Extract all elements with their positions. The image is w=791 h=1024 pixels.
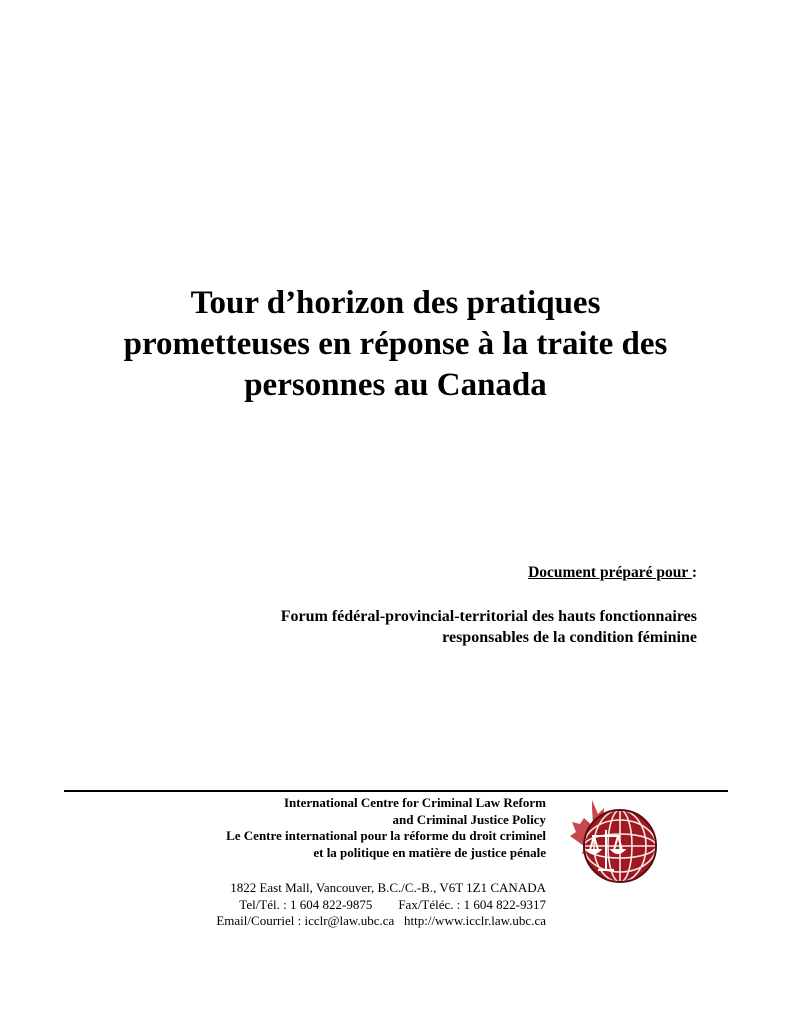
organization-name: [226, 795, 546, 861]
footer-divider: [64, 790, 728, 792]
org-line-3: Le Centre international pour la réforme du droit criminel: [226, 828, 546, 843]
icclr-logo-icon: [562, 796, 658, 892]
org-line-1: International Centre for Criminal Law Reform: [283, 795, 546, 810]
recipient-line-2: responsables de la condition féminine: [442, 629, 697, 646]
org-line-4: et la politique en matière de justice pénale: [313, 844, 546, 860]
title-line-3: personnes au Canada: [244, 367, 547, 403]
contact-phone-fax: Tel/Tél. : 1 604 822-9875 Fax/Téléc. : 1 604 822-9317: [239, 896, 546, 912]
prepared-for-text: Document préparé pour: [528, 564, 692, 581]
contact-info: [216, 880, 546, 930]
recipient-block: [281, 606, 697, 648]
prepared-for-colon: :: [691, 564, 697, 581]
document-title: [60, 283, 731, 406]
recipient-line-1: Forum fédéral-provincial-territorial des hauts fonctionnaires: [280, 608, 697, 625]
org-line-2: and Criminal Justice Policy: [392, 811, 546, 827]
title-line-1: Tour d’horizon des pratiques: [190, 285, 601, 321]
title-line-2: prometteuses en réponse à la traite des: [123, 326, 668, 362]
prepared-for-label: [528, 564, 697, 582]
contact-address: 1822 East Mall, Vancouver, B.C./C.-B., V6T 1Z1 CANADA: [230, 880, 546, 895]
contact-email-web: Email/Courriel : icclr@law.ubc.ca http://www.icclr.law.ubc.ca: [216, 913, 546, 928]
